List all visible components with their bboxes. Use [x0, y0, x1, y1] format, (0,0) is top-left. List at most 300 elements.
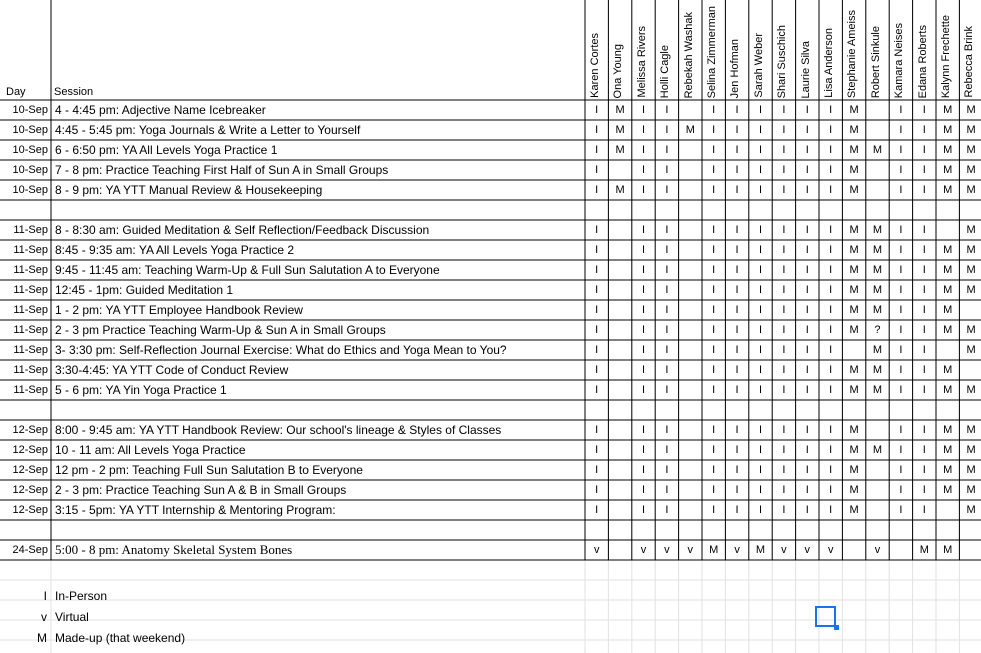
attendance-mark[interactable]: I	[712, 464, 716, 476]
attendance-mark[interactable]: I	[782, 304, 786, 316]
attendance-mark[interactable]: I	[829, 164, 833, 176]
participant-name[interactable]: Laurie Silva	[799, 40, 812, 98]
attendance-mark[interactable]: M	[615, 104, 625, 116]
attendance-mark[interactable]: M	[943, 424, 953, 436]
participant-name[interactable]: Rebecca Brink	[963, 26, 976, 98]
attendance-mark[interactable]: I	[899, 164, 903, 176]
legend-symbol[interactable]: M	[37, 631, 47, 645]
attendance-mark[interactable]: M	[966, 164, 976, 176]
attendance-mark[interactable]: M	[872, 444, 883, 456]
attendance-mark[interactable]: I	[782, 444, 786, 456]
attendance-mark[interactable]: I	[782, 124, 786, 136]
attendance-mark[interactable]: I	[922, 224, 926, 236]
attendance-mark[interactable]: M	[615, 144, 625, 156]
attendance-mark[interactable]: I	[899, 284, 903, 296]
attendance-mark[interactable]: M	[849, 464, 859, 476]
attendance-mark[interactable]: I	[665, 224, 669, 236]
attendance-mark[interactable]: I	[641, 384, 646, 396]
session-cell[interactable]: 12:45 - 1pm: Guided Meditation 1	[55, 283, 234, 297]
session-cell[interactable]: 10 - 11 am: All Levels Yoga Practice	[55, 443, 246, 457]
attendance-mark[interactable]: I	[899, 344, 903, 356]
attendance-mark[interactable]: M	[872, 264, 883, 276]
attendance-mark[interactable]: I	[595, 424, 599, 436]
attendance-mark[interactable]: M	[943, 104, 953, 116]
attendance-mark[interactable]: M	[849, 184, 859, 196]
attendance-mark[interactable]: I	[595, 444, 599, 456]
attendance-mark[interactable]: I	[595, 264, 599, 276]
attendance-mark[interactable]: ?	[874, 324, 881, 336]
attendance-mark[interactable]: I	[712, 164, 716, 176]
attendance-mark[interactable]: M	[849, 144, 859, 156]
attendance-mark[interactable]: M	[966, 504, 976, 516]
attendance-mark[interactable]: I	[805, 284, 809, 296]
attendance-mark[interactable]: I	[782, 184, 786, 196]
attendance-mark[interactable]: M	[966, 324, 976, 336]
attendance-mark[interactable]: M	[943, 444, 953, 456]
attendance-mark[interactable]: I	[922, 184, 926, 196]
attendance-mark[interactable]: I	[712, 504, 716, 516]
attendance-mark[interactable]: v	[687, 544, 694, 556]
attendance-mark[interactable]: M	[966, 264, 976, 276]
attendance-mark[interactable]: I	[922, 344, 926, 356]
session-cell[interactable]: 8 - 9 pm: YA YTT Manual Review & Housekeeping	[55, 183, 323, 197]
attendance-mark[interactable]: M	[849, 264, 859, 276]
attendance-mark[interactable]: I	[758, 284, 763, 296]
legend-label[interactable]: Virtual	[55, 610, 89, 624]
attendance-mark[interactable]: I	[805, 464, 809, 476]
session-cell[interactable]	[51, 200, 585, 220]
attendance-mark[interactable]: I	[922, 244, 926, 256]
session-cell[interactable]: 5:00 - 8 pm: Anatomy Skeletal System Bones	[55, 542, 293, 557]
attendance-mark[interactable]: I	[922, 364, 926, 376]
attendance-mark[interactable]: I	[782, 364, 786, 376]
attendance-mark[interactable]: I	[829, 284, 833, 296]
day-cell[interactable]: 24-Sep	[12, 544, 48, 556]
attendance-mark[interactable]: I	[595, 144, 599, 156]
day-cell[interactable]: 11-Sep	[13, 364, 48, 376]
attendance-mark[interactable]: I	[805, 384, 809, 396]
participant-name[interactable]: Selina Zimmerman	[706, 5, 718, 98]
attendance-mark[interactable]: M	[943, 144, 953, 156]
attendance-mark[interactable]: I	[899, 244, 903, 256]
day-cell[interactable]: 10-Sep	[12, 144, 48, 156]
attendance-mark[interactable]: I	[922, 104, 926, 116]
attendance-mark[interactable]: M	[943, 544, 953, 556]
session-cell[interactable]: 4:45 - 5:45 pm: Yoga Journals & Write a Letter to Yourself	[55, 123, 361, 137]
attendance-mark[interactable]: I	[712, 144, 716, 156]
fill-handle[interactable]	[834, 625, 839, 630]
day-cell[interactable]: 10-Sep	[12, 104, 48, 116]
session-cell[interactable]: 2 - 3 pm: Practice Teaching Sun A & B in Small Groups	[55, 483, 347, 497]
attendance-mark[interactable]: I	[899, 364, 903, 376]
attendance-mark[interactable]: I	[829, 264, 833, 276]
attendance-mark[interactable]: I	[829, 444, 833, 456]
attendance-mark[interactable]: M	[943, 384, 953, 396]
attendance-mark[interactable]: I	[805, 424, 809, 436]
attendance-mark[interactable]: I	[641, 244, 646, 256]
attendance-mark[interactable]: I	[805, 104, 809, 116]
session-cell[interactable]: 9:45 - 11:45 am: Teaching Warm-Up & Full Sun Salutation A to Everyone	[55, 263, 440, 277]
header-session[interactable]: Session	[54, 86, 94, 98]
attendance-mark[interactable]: I	[922, 304, 926, 316]
attendance-mark[interactable]: I	[829, 484, 833, 496]
attendance-mark[interactable]: I	[899, 324, 903, 336]
session-cell[interactable]: 6 - 6:50 pm: YA All Levels Yoga Practice 1	[55, 143, 278, 157]
legend-symbol[interactable]: I	[43, 589, 47, 603]
attendance-mark[interactable]: I	[758, 324, 763, 336]
session-cell[interactable]	[51, 520, 585, 540]
attendance-mark[interactable]: I	[805, 344, 809, 356]
session-cell[interactable]: 3:15 - 5pm: YA YTT Internship & Mentoring Program:	[55, 503, 336, 517]
attendance-mark[interactable]: I	[829, 304, 833, 316]
attendance-mark[interactable]: I	[922, 484, 926, 496]
attendance-mark[interactable]: I	[899, 464, 903, 476]
attendance-mark[interactable]: I	[665, 124, 669, 136]
attendance-mark[interactable]: M	[849, 284, 859, 296]
attendance-mark[interactable]: I	[712, 324, 716, 336]
attendance-mark[interactable]: I	[758, 464, 763, 476]
attendance-mark[interactable]: I	[735, 124, 739, 136]
session-cell[interactable]: 2 - 3 pm Practice Teaching Warm-Up & Sun A in Small Groups	[55, 323, 386, 337]
attendance-mark[interactable]: M	[966, 144, 976, 156]
attendance-mark[interactable]: I	[595, 464, 599, 476]
attendance-mark[interactable]: I	[712, 184, 716, 196]
attendance-mark[interactable]: I	[595, 504, 599, 516]
attendance-mark[interactable]: I	[641, 324, 646, 336]
participant-name[interactable]: Karen Cortes	[589, 33, 601, 98]
attendance-mark[interactable]: M	[849, 124, 859, 136]
attendance-mark[interactable]: I	[899, 424, 903, 436]
attendance-mark[interactable]: I	[829, 504, 833, 516]
participant-name[interactable]: Ona Young	[612, 43, 625, 98]
attendance-mark[interactable]: I	[735, 184, 739, 196]
participant-name[interactable]: Rebekah Washak	[682, 11, 695, 98]
attendance-mark[interactable]: I	[899, 144, 903, 156]
attendance-mark[interactable]: I	[595, 224, 599, 236]
attendance-mark[interactable]: I	[665, 324, 669, 336]
attendance-mark[interactable]: M	[966, 444, 976, 456]
attendance-mark[interactable]: I	[782, 264, 786, 276]
participant-name[interactable]: Kalynn Frechette	[940, 14, 952, 98]
attendance-mark[interactable]: M	[872, 344, 883, 356]
attendance-mark[interactable]: I	[641, 424, 646, 436]
attendance-mark[interactable]: I	[595, 324, 599, 336]
attendance-mark[interactable]: I	[805, 164, 809, 176]
attendance-mark[interactable]: I	[735, 324, 739, 336]
attendance-mark[interactable]: M	[966, 344, 976, 356]
attendance-mark[interactable]: M	[966, 184, 976, 196]
day-cell[interactable]: 11-Sep	[13, 264, 48, 276]
attendance-mark[interactable]: I	[641, 484, 646, 496]
attendance-mark[interactable]: I	[829, 144, 833, 156]
attendance-mark[interactable]: I	[899, 124, 903, 136]
session-cell[interactable]: 7 - 8 pm: Practice Teaching First Half of Sun A in Small Groups	[55, 163, 389, 177]
attendance-mark[interactable]: I	[665, 164, 669, 176]
day-cell[interactable]: 10-Sep	[12, 164, 48, 176]
attendance-mark[interactable]: I	[805, 184, 809, 196]
attendance-mark[interactable]: I	[641, 464, 646, 476]
attendance-mark[interactable]: M	[872, 364, 883, 376]
attendance-mark[interactable]: I	[805, 324, 809, 336]
attendance-mark[interactable]: I	[641, 164, 646, 176]
attendance-mark[interactable]: I	[735, 284, 739, 296]
attendance-mark[interactable]: I	[758, 484, 763, 496]
attendance-mark[interactable]: I	[758, 504, 763, 516]
attendance-mark[interactable]: I	[712, 244, 716, 256]
day-cell[interactable]: 10-Sep	[12, 124, 48, 136]
attendance-mark[interactable]: I	[595, 384, 599, 396]
attendance-mark[interactable]: I	[899, 224, 903, 236]
attendance-mark[interactable]: I	[595, 484, 599, 496]
day-cell[interactable]: 11-Sep	[13, 244, 48, 256]
attendance-mark[interactable]: I	[641, 184, 646, 196]
attendance-mark[interactable]: I	[758, 104, 763, 116]
attendance-mark[interactable]: v	[781, 544, 787, 556]
session-cell[interactable]: 1 - 2 pm: YA YTT Employee Handbook Review	[55, 303, 303, 317]
attendance-mark[interactable]: I	[641, 444, 646, 456]
attendance-mark[interactable]: M	[943, 464, 953, 476]
session-cell[interactable]: 8 - 8:30 am: Guided Meditation & Self Reflection/Feedback Discussion	[55, 223, 430, 237]
day-cell[interactable]: 11-Sep	[13, 304, 48, 316]
attendance-mark[interactable]: I	[712, 424, 716, 436]
attendance-mark[interactable]: I	[735, 504, 739, 516]
day-cell[interactable]: 10-Sep	[12, 184, 48, 196]
attendance-mark[interactable]: I	[782, 484, 786, 496]
attendance-mark[interactable]: M	[966, 384, 976, 396]
attendance-mark[interactable]: I	[758, 264, 763, 276]
attendance-mark[interactable]: I	[665, 364, 669, 376]
attendance-mark[interactable]: I	[782, 104, 786, 116]
attendance-mark[interactable]: M	[943, 164, 953, 176]
attendance-mark[interactable]: I	[735, 244, 739, 256]
attendance-mark[interactable]: M	[966, 224, 976, 236]
attendance-mark[interactable]: I	[805, 364, 809, 376]
legend-label[interactable]: Made-up (that weekend)	[55, 631, 186, 645]
attendance-mark[interactable]: M	[872, 384, 883, 396]
attendance-mark[interactable]: I	[829, 344, 833, 356]
attendance-mark[interactable]: I	[665, 384, 669, 396]
attendance-mark[interactable]: M	[919, 544, 929, 556]
attendance-mark[interactable]: M	[849, 164, 859, 176]
attendance-mark[interactable]: I	[782, 384, 786, 396]
attendance-mark[interactable]: I	[758, 424, 763, 436]
attendance-mark[interactable]: I	[805, 224, 809, 236]
attendance-mark[interactable]: M	[943, 364, 953, 376]
session-cell[interactable]: 4 - 4:45 pm: Adjective Name Icebreaker	[55, 103, 266, 117]
day-cell[interactable]	[0, 200, 51, 220]
attendance-mark[interactable]: I	[829, 464, 833, 476]
attendance-mark[interactable]: I	[758, 304, 763, 316]
day-cell[interactable]: 12-Sep	[12, 484, 48, 496]
attendance-mark[interactable]: I	[782, 284, 786, 296]
attendance-mark[interactable]: M	[966, 484, 976, 496]
attendance-mark[interactable]: I	[712, 284, 716, 296]
attendance-mark[interactable]: I	[829, 224, 833, 236]
attendance-mark[interactable]: I	[782, 424, 786, 436]
attendance-mark[interactable]: I	[712, 104, 716, 116]
attendance-mark[interactable]: I	[758, 444, 763, 456]
attendance-mark[interactable]: I	[899, 444, 903, 456]
legend-label[interactable]: In-Person	[55, 589, 108, 603]
attendance-mark[interactable]: I	[665, 464, 669, 476]
attendance-mark[interactable]: I	[641, 344, 646, 356]
participant-name[interactable]: Edana Roberts	[916, 24, 929, 98]
participant-name[interactable]: Jen Hofman	[729, 38, 742, 98]
attendance-mark[interactable]: I	[735, 264, 739, 276]
attendance-mark[interactable]: I	[712, 264, 716, 276]
attendance-mark[interactable]: I	[712, 484, 716, 496]
attendance-mark[interactable]: I	[641, 224, 646, 236]
attendance-mark[interactable]: I	[641, 124, 646, 136]
attendance-mark[interactable]: I	[712, 384, 716, 396]
session-cell[interactable]: 12 pm - 2 pm: Teaching Full Sun Salutation B to Everyone	[55, 463, 363, 477]
attendance-mark[interactable]: I	[782, 224, 786, 236]
attendance-mark[interactable]: I	[665, 184, 669, 196]
attendance-mark[interactable]: I	[665, 444, 669, 456]
attendance-mark[interactable]: I	[595, 344, 599, 356]
attendance-mark[interactable]: I	[899, 104, 903, 116]
attendance-mark[interactable]: M	[849, 324, 859, 336]
attendance-mark[interactable]: I	[735, 444, 739, 456]
attendance-mark[interactable]: I	[712, 124, 716, 136]
attendance-mark[interactable]: M	[966, 284, 976, 296]
attendance-mark[interactable]: M	[849, 244, 859, 256]
attendance-mark[interactable]: I	[665, 104, 669, 116]
attendance-mark[interactable]: I	[899, 504, 903, 516]
attendance-mark[interactable]: I	[641, 284, 646, 296]
attendance-mark[interactable]: I	[595, 284, 599, 296]
attendance-mark[interactable]: M	[849, 384, 859, 396]
attendance-mark[interactable]: I	[735, 464, 739, 476]
attendance-mark[interactable]: I	[758, 124, 763, 136]
legend-symbol[interactable]: v	[41, 610, 47, 624]
attendance-mark[interactable]: v	[827, 544, 834, 556]
attendance-mark[interactable]: I	[735, 424, 739, 436]
attendance-mark[interactable]: I	[712, 444, 716, 456]
attendance-mark[interactable]: I	[595, 364, 599, 376]
attendance-mark[interactable]: M	[849, 424, 859, 436]
attendance-mark[interactable]: I	[829, 124, 833, 136]
attendance-mark[interactable]: I	[665, 484, 669, 496]
attendance-mark[interactable]: v	[593, 544, 600, 556]
attendance-mark[interactable]: I	[829, 384, 833, 396]
attendance-mark[interactable]: I	[805, 244, 809, 256]
attendance-mark[interactable]: I	[758, 184, 763, 196]
attendance-mark[interactable]: I	[922, 284, 926, 296]
session-cell[interactable]: 5 - 6 pm: YA Yin Yoga Practice 1	[55, 383, 227, 397]
attendance-mark[interactable]: M	[755, 544, 766, 556]
attendance-mark[interactable]: I	[665, 304, 669, 316]
attendance-mark[interactable]: I	[758, 384, 763, 396]
attendance-mark[interactable]: M	[615, 184, 625, 196]
attendance-mark[interactable]: I	[735, 144, 739, 156]
participant-name[interactable]: Kamara Neises	[893, 22, 906, 98]
attendance-mark[interactable]: M	[943, 304, 953, 316]
attendance-mark[interactable]: I	[665, 344, 669, 356]
attendance-mark[interactable]: I	[735, 224, 739, 236]
attendance-mark[interactable]: M	[872, 284, 883, 296]
attendance-mark[interactable]: I	[595, 124, 599, 136]
attendance-mark[interactable]: M	[709, 544, 719, 556]
attendance-mark[interactable]: I	[805, 444, 809, 456]
attendance-mark[interactable]: M	[872, 244, 883, 256]
participant-name[interactable]: Robert Sinkule	[869, 25, 882, 98]
attendance-mark[interactable]: I	[595, 244, 599, 256]
attendance-mark[interactable]: I	[782, 464, 786, 476]
attendance-mark[interactable]: I	[735, 484, 739, 496]
attendance-mark[interactable]: M	[943, 264, 953, 276]
attendance-mark[interactable]: I	[782, 244, 786, 256]
attendance-mark[interactable]: M	[966, 464, 976, 476]
attendance-mark[interactable]: v	[734, 544, 740, 556]
attendance-mark[interactable]: I	[641, 144, 646, 156]
attendance-mark[interactable]: I	[665, 264, 669, 276]
attendance-mark[interactable]: I	[805, 124, 809, 136]
attendance-mark[interactable]: v	[804, 544, 811, 556]
attendance-mark[interactable]: I	[665, 424, 669, 436]
attendance-mark[interactable]: I	[735, 344, 739, 356]
attendance-mark[interactable]: I	[805, 264, 809, 276]
attendance-mark[interactable]: M	[872, 224, 883, 236]
attendance-mark[interactable]: I	[758, 244, 763, 256]
participant-name[interactable]: Stephanie Ameiss	[846, 9, 859, 98]
attendance-mark[interactable]: I	[922, 464, 926, 476]
attendance-mark[interactable]: M	[849, 484, 859, 496]
attendance-mark[interactable]: I	[829, 184, 833, 196]
attendance-mark[interactable]: I	[758, 144, 763, 156]
attendance-mark[interactable]: I	[805, 304, 809, 316]
session-cell[interactable]: 3:30-4:45: YA YTT Code of Conduct Review	[55, 363, 289, 377]
attendance-mark[interactable]: I	[641, 304, 646, 316]
attendance-mark[interactable]: I	[899, 184, 903, 196]
attendance-mark[interactable]: I	[665, 504, 669, 516]
day-cell[interactable]: 11-Sep	[13, 224, 48, 236]
attendance-mark[interactable]: I	[712, 364, 716, 376]
attendance-mark[interactable]: I	[665, 284, 669, 296]
attendance-mark[interactable]: I	[922, 144, 926, 156]
attendance-mark[interactable]: I	[899, 484, 903, 496]
attendance-mark[interactable]: M	[943, 324, 953, 336]
attendance-mark[interactable]: I	[782, 144, 786, 156]
attendance-mark[interactable]: M	[849, 444, 859, 456]
attendance-mark[interactable]: I	[665, 244, 669, 256]
attendance-mark[interactable]: I	[735, 164, 739, 176]
attendance-mark[interactable]: M	[685, 124, 695, 136]
day-cell[interactable]: 12-Sep	[12, 424, 48, 436]
attendance-mark[interactable]: I	[922, 324, 926, 336]
attendance-mark[interactable]: I	[922, 424, 926, 436]
participant-name[interactable]: Lisa Anderson	[823, 28, 835, 98]
header-day[interactable]: Day	[6, 86, 26, 98]
session-cell[interactable]	[51, 400, 585, 420]
attendance-mark[interactable]: v	[874, 544, 881, 556]
attendance-mark[interactable]: I	[595, 184, 599, 196]
day-cell[interactable]: 11-Sep	[13, 324, 48, 336]
attendance-mark[interactable]: I	[758, 364, 763, 376]
attendance-mark[interactable]: M	[872, 144, 883, 156]
day-cell[interactable]: 12-Sep	[12, 464, 48, 476]
attendance-mark[interactable]: M	[943, 184, 953, 196]
attendance-mark[interactable]: I	[829, 424, 833, 436]
attendance-mark[interactable]: M	[849, 104, 859, 116]
attendance-mark[interactable]: I	[665, 144, 669, 156]
attendance-mark[interactable]: I	[641, 104, 646, 116]
participant-name[interactable]: Sarah Weber	[752, 33, 765, 98]
day-cell[interactable]: 11-Sep	[13, 384, 48, 396]
attendance-mark[interactable]: I	[712, 224, 716, 236]
attendance-mark[interactable]: I	[829, 104, 833, 116]
selected-cell[interactable]	[815, 606, 836, 627]
